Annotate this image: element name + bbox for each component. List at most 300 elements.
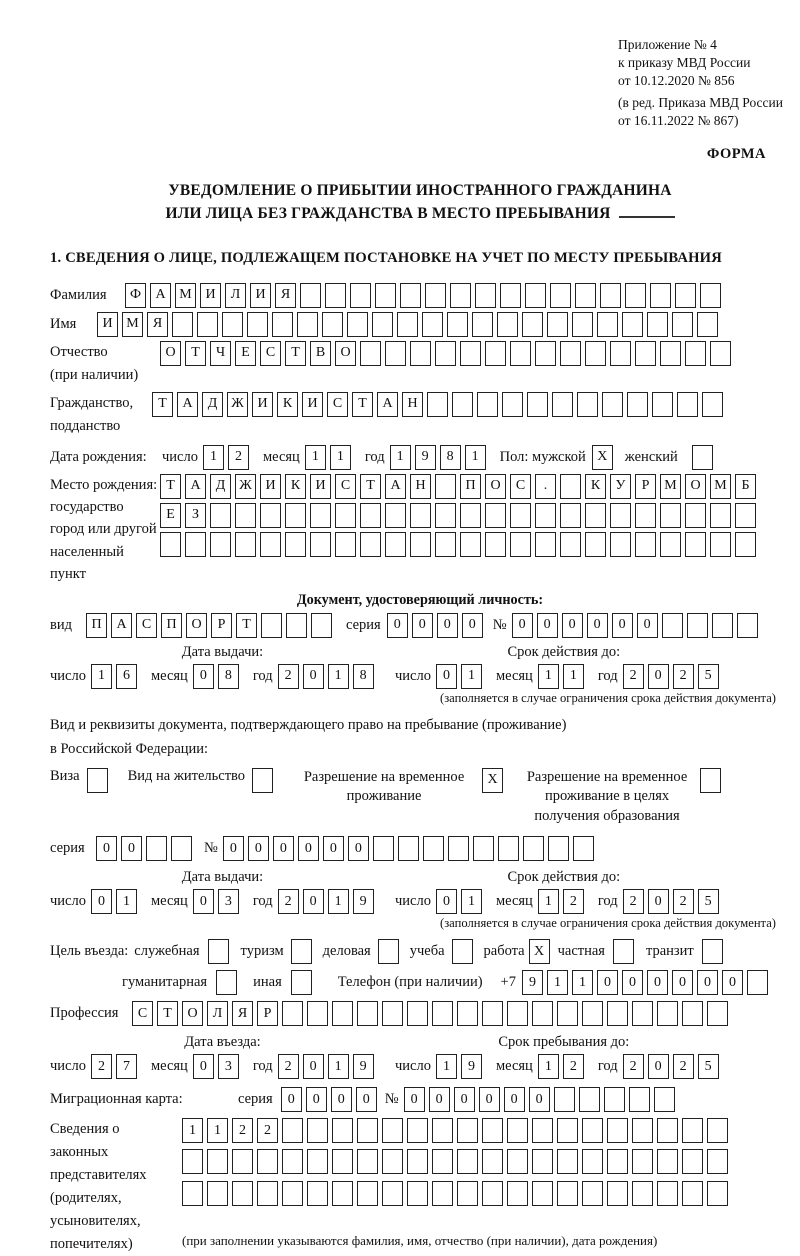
char-cell[interactable]: 2 [563, 889, 584, 914]
char-cell[interactable] [87, 768, 108, 793]
char-cell[interactable]: 0 [697, 970, 718, 995]
char-cell[interactable] [710, 503, 731, 528]
char-cell[interactable]: Е [160, 503, 181, 528]
char-cell[interactable]: 2 [91, 1054, 112, 1079]
char-cell[interactable] [710, 532, 731, 557]
char-cell[interactable]: 0 [323, 836, 344, 861]
char-cell[interactable] [498, 836, 519, 861]
char-cell[interactable] [477, 392, 498, 417]
char-cell[interactable]: 0 [193, 889, 214, 914]
char-cell[interactable] [657, 1118, 678, 1143]
char-cell[interactable] [610, 341, 631, 366]
char-cell[interactable]: И [252, 392, 273, 417]
char-cell[interactable] [692, 445, 713, 470]
char-cell[interactable] [335, 532, 356, 557]
char-cell[interactable]: 6 [116, 664, 137, 689]
char-cell[interactable] [575, 283, 596, 308]
char-cell[interactable]: 0 [587, 613, 608, 638]
char-cell[interactable] [613, 939, 634, 964]
char-cell[interactable] [657, 1149, 678, 1174]
char-cell[interactable]: А [377, 392, 398, 417]
char-cell[interactable] [423, 836, 444, 861]
char-cell[interactable]: 0 [622, 970, 643, 995]
char-cell[interactable] [550, 283, 571, 308]
char-cell[interactable] [172, 312, 193, 337]
char-cell[interactable]: 2 [278, 889, 299, 914]
char-cell[interactable] [210, 532, 231, 557]
char-cell[interactable]: . [535, 474, 556, 499]
char-cell[interactable]: Т [152, 392, 173, 417]
char-cell[interactable]: 0 [437, 613, 458, 638]
char-cell[interactable]: 1 [461, 664, 482, 689]
char-cell[interactable] [500, 283, 521, 308]
char-cell[interactable]: Т [160, 474, 181, 499]
char-cell[interactable] [208, 939, 229, 964]
char-cell[interactable] [182, 1181, 203, 1206]
char-cell[interactable]: 8 [353, 664, 374, 689]
char-cell[interactable]: 9 [522, 970, 543, 995]
char-cell[interactable] [332, 1118, 353, 1143]
char-cell[interactable] [532, 1001, 553, 1026]
char-cell[interactable] [261, 613, 282, 638]
char-cell[interactable] [322, 312, 343, 337]
char-cell[interactable] [597, 312, 618, 337]
char-cell[interactable] [282, 1149, 303, 1174]
char-cell[interactable] [682, 1001, 703, 1026]
char-cell[interactable] [685, 503, 706, 528]
char-cell[interactable]: И [260, 474, 281, 499]
char-cell[interactable] [607, 1001, 628, 1026]
char-cell[interactable] [307, 1118, 328, 1143]
char-cell[interactable] [460, 503, 481, 528]
char-cell[interactable] [272, 312, 293, 337]
char-cell[interactable] [560, 474, 581, 499]
char-cell[interactable]: Ч [210, 341, 231, 366]
char-cell[interactable] [232, 1149, 253, 1174]
char-cell[interactable]: X [592, 445, 613, 470]
char-cell[interactable] [607, 1149, 628, 1174]
char-cell[interactable] [707, 1118, 728, 1143]
char-cell[interactable]: 0 [348, 836, 369, 861]
char-cell[interactable] [685, 341, 706, 366]
char-cell[interactable]: 0 [298, 836, 319, 861]
char-cell[interactable] [282, 1181, 303, 1206]
char-cell[interactable] [385, 532, 406, 557]
char-cell[interactable]: К [585, 474, 606, 499]
char-cell[interactable] [532, 1118, 553, 1143]
char-cell[interactable]: А [177, 392, 198, 417]
char-cell[interactable] [448, 836, 469, 861]
char-cell[interactable] [697, 312, 718, 337]
char-cell[interactable] [527, 392, 548, 417]
char-cell[interactable]: 0 [412, 613, 433, 638]
char-cell[interactable] [407, 1118, 428, 1143]
char-cell[interactable]: 9 [353, 889, 374, 914]
char-cell[interactable]: Т [236, 613, 257, 638]
char-cell[interactable] [482, 1149, 503, 1174]
char-cell[interactable]: 2 [623, 1054, 644, 1079]
char-cell[interactable] [660, 503, 681, 528]
char-cell[interactable] [285, 503, 306, 528]
char-cell[interactable]: Ф [125, 283, 146, 308]
char-cell[interactable]: 0 [356, 1087, 377, 1112]
char-cell[interactable] [573, 836, 594, 861]
char-cell[interactable]: 0 [436, 664, 457, 689]
char-cell[interactable] [507, 1118, 528, 1143]
char-cell[interactable] [185, 532, 206, 557]
char-cell[interactable] [585, 503, 606, 528]
char-cell[interactable]: 0 [436, 889, 457, 914]
char-cell[interactable] [548, 836, 569, 861]
char-cell[interactable] [485, 532, 506, 557]
char-cell[interactable]: А [185, 474, 206, 499]
char-cell[interactable]: 0 [303, 889, 324, 914]
char-cell[interactable] [610, 503, 631, 528]
char-cell[interactable] [286, 613, 307, 638]
char-cell[interactable] [400, 283, 421, 308]
char-cell[interactable] [585, 341, 606, 366]
char-cell[interactable] [357, 1118, 378, 1143]
char-cell[interactable] [407, 1181, 428, 1206]
char-cell[interactable] [410, 503, 431, 528]
char-cell[interactable] [687, 613, 708, 638]
char-cell[interactable] [382, 1001, 403, 1026]
char-cell[interactable]: 3 [218, 889, 239, 914]
char-cell[interactable]: 2 [673, 1054, 694, 1079]
char-cell[interactable] [435, 532, 456, 557]
char-cell[interactable]: 0 [648, 889, 669, 914]
char-cell[interactable] [482, 1001, 503, 1026]
char-cell[interactable]: П [161, 613, 182, 638]
char-cell[interactable] [375, 283, 396, 308]
char-cell[interactable] [707, 1001, 728, 1026]
char-cell[interactable]: 0 [648, 664, 669, 689]
char-cell[interactable]: 0 [479, 1087, 500, 1112]
char-cell[interactable] [472, 312, 493, 337]
char-cell[interactable]: Е [235, 341, 256, 366]
char-cell[interactable]: 1 [328, 1054, 349, 1079]
char-cell[interactable]: Л [225, 283, 246, 308]
char-cell[interactable]: 0 [597, 970, 618, 995]
char-cell[interactable] [610, 532, 631, 557]
char-cell[interactable]: З [185, 503, 206, 528]
char-cell[interactable]: 5 [698, 889, 719, 914]
char-cell[interactable]: Д [202, 392, 223, 417]
char-cell[interactable] [554, 1087, 575, 1112]
char-cell[interactable] [378, 939, 399, 964]
char-cell[interactable] [291, 939, 312, 964]
char-cell[interactable]: 1 [538, 889, 559, 914]
char-cell[interactable] [285, 532, 306, 557]
char-cell[interactable] [660, 532, 681, 557]
char-cell[interactable] [707, 1181, 728, 1206]
char-cell[interactable] [682, 1149, 703, 1174]
char-cell[interactable] [737, 613, 758, 638]
char-cell[interactable] [422, 312, 443, 337]
char-cell[interactable]: 0 [404, 1087, 425, 1112]
char-cell[interactable] [252, 768, 273, 793]
char-cell[interactable] [460, 341, 481, 366]
char-cell[interactable]: 2 [278, 664, 299, 689]
char-cell[interactable] [257, 1149, 278, 1174]
char-cell[interactable]: И [97, 312, 118, 337]
char-cell[interactable] [332, 1149, 353, 1174]
char-cell[interactable] [652, 392, 673, 417]
char-cell[interactable] [525, 283, 546, 308]
char-cell[interactable] [473, 836, 494, 861]
char-cell[interactable] [385, 341, 406, 366]
char-cell[interactable] [682, 1118, 703, 1143]
char-cell[interactable]: Я [232, 1001, 253, 1026]
char-cell[interactable] [210, 503, 231, 528]
char-cell[interactable] [197, 312, 218, 337]
char-cell[interactable]: 0 [91, 889, 112, 914]
char-cell[interactable]: 1 [538, 664, 559, 689]
char-cell[interactable] [452, 939, 473, 964]
char-cell[interactable]: П [86, 613, 107, 638]
char-cell[interactable] [407, 1149, 428, 1174]
char-cell[interactable]: 0 [193, 1054, 214, 1079]
char-cell[interactable] [497, 312, 518, 337]
char-cell[interactable]: Т [360, 474, 381, 499]
char-cell[interactable] [710, 341, 731, 366]
char-cell[interactable] [602, 392, 623, 417]
char-cell[interactable] [557, 1149, 578, 1174]
char-cell[interactable] [360, 503, 381, 528]
char-cell[interactable] [385, 503, 406, 528]
char-cell[interactable] [307, 1149, 328, 1174]
char-cell[interactable] [232, 1181, 253, 1206]
char-cell[interactable] [247, 312, 268, 337]
char-cell[interactable] [485, 503, 506, 528]
char-cell[interactable] [532, 1181, 553, 1206]
char-cell[interactable] [582, 1118, 603, 1143]
char-cell[interactable]: 2 [673, 664, 694, 689]
char-cell[interactable] [557, 1001, 578, 1026]
char-cell[interactable] [432, 1118, 453, 1143]
char-cell[interactable] [502, 392, 523, 417]
char-cell[interactable] [577, 392, 598, 417]
char-cell[interactable] [482, 1181, 503, 1206]
char-cell[interactable]: 1 [182, 1118, 203, 1143]
char-cell[interactable] [457, 1149, 478, 1174]
char-cell[interactable] [632, 1118, 653, 1143]
char-cell[interactable]: 0 [648, 1054, 669, 1079]
char-cell[interactable]: Т [185, 341, 206, 366]
char-cell[interactable] [235, 532, 256, 557]
char-cell[interactable]: И [302, 392, 323, 417]
char-cell[interactable] [160, 532, 181, 557]
char-cell[interactable] [207, 1149, 228, 1174]
char-cell[interactable]: М [122, 312, 143, 337]
char-cell[interactable] [460, 532, 481, 557]
char-cell[interactable] [257, 1181, 278, 1206]
char-cell[interactable]: 7 [116, 1054, 137, 1079]
char-cell[interactable] [347, 312, 368, 337]
char-cell[interactable]: П [460, 474, 481, 499]
char-cell[interactable] [552, 392, 573, 417]
char-cell[interactable]: 0 [462, 613, 483, 638]
char-cell[interactable] [282, 1118, 303, 1143]
char-cell[interactable] [216, 970, 237, 995]
char-cell[interactable]: 0 [121, 836, 142, 861]
char-cell[interactable]: С [132, 1001, 153, 1026]
char-cell[interactable]: 0 [273, 836, 294, 861]
char-cell[interactable]: О [485, 474, 506, 499]
char-cell[interactable]: 1 [328, 889, 349, 914]
char-cell[interactable] [350, 283, 371, 308]
char-cell[interactable] [523, 836, 544, 861]
char-cell[interactable]: О [335, 341, 356, 366]
char-cell[interactable]: Б [735, 474, 756, 499]
char-cell[interactable]: 1 [436, 1054, 457, 1079]
char-cell[interactable]: Т [157, 1001, 178, 1026]
char-cell[interactable]: О [186, 613, 207, 638]
char-cell[interactable]: 2 [623, 889, 644, 914]
char-cell[interactable] [407, 1001, 428, 1026]
char-cell[interactable]: 0 [504, 1087, 525, 1112]
char-cell[interactable]: 1 [91, 664, 112, 689]
char-cell[interactable]: Ж [235, 474, 256, 499]
char-cell[interactable]: Н [402, 392, 423, 417]
char-cell[interactable] [357, 1181, 378, 1206]
char-cell[interactable] [647, 312, 668, 337]
char-cell[interactable]: 1 [328, 664, 349, 689]
char-cell[interactable] [382, 1118, 403, 1143]
char-cell[interactable]: Р [257, 1001, 278, 1026]
char-cell[interactable] [457, 1118, 478, 1143]
char-cell[interactable] [585, 532, 606, 557]
char-cell[interactable] [632, 1181, 653, 1206]
char-cell[interactable] [622, 312, 643, 337]
char-cell[interactable]: Ж [227, 392, 248, 417]
char-cell[interactable] [522, 312, 543, 337]
char-cell[interactable]: 8 [218, 664, 239, 689]
char-cell[interactable]: А [385, 474, 406, 499]
char-cell[interactable]: Т [352, 392, 373, 417]
char-cell[interactable]: К [285, 474, 306, 499]
char-cell[interactable] [235, 503, 256, 528]
char-cell[interactable] [510, 341, 531, 366]
char-cell[interactable] [685, 532, 706, 557]
char-cell[interactable] [572, 312, 593, 337]
char-cell[interactable] [332, 1001, 353, 1026]
char-cell[interactable]: 0 [529, 1087, 550, 1112]
char-cell[interactable] [635, 532, 656, 557]
char-cell[interactable] [607, 1118, 628, 1143]
char-cell[interactable]: Т [285, 341, 306, 366]
char-cell[interactable] [532, 1149, 553, 1174]
char-cell[interactable]: С [335, 474, 356, 499]
char-cell[interactable]: У [610, 474, 631, 499]
char-cell[interactable] [372, 312, 393, 337]
char-cell[interactable]: В [310, 341, 331, 366]
char-cell[interactable]: 0 [96, 836, 117, 861]
char-cell[interactable]: 0 [248, 836, 269, 861]
char-cell[interactable]: 2 [623, 664, 644, 689]
char-cell[interactable]: М [710, 474, 731, 499]
char-cell[interactable]: 1 [330, 445, 351, 470]
char-cell[interactable]: 0 [612, 613, 633, 638]
char-cell[interactable]: 1 [563, 664, 584, 689]
char-cell[interactable] [382, 1181, 403, 1206]
char-cell[interactable]: 0 [637, 613, 658, 638]
char-cell[interactable]: 0 [306, 1087, 327, 1112]
char-cell[interactable] [712, 613, 733, 638]
char-cell[interactable] [450, 283, 471, 308]
char-cell[interactable]: 0 [281, 1087, 302, 1112]
char-cell[interactable] [535, 341, 556, 366]
char-cell[interactable]: 1 [547, 970, 568, 995]
char-cell[interactable]: X [482, 768, 503, 793]
char-cell[interactable] [662, 613, 683, 638]
char-cell[interactable] [675, 283, 696, 308]
char-cell[interactable] [373, 836, 394, 861]
char-cell[interactable] [535, 532, 556, 557]
char-cell[interactable]: Р [211, 613, 232, 638]
char-cell[interactable] [547, 312, 568, 337]
char-cell[interactable]: С [327, 392, 348, 417]
char-cell[interactable] [307, 1001, 328, 1026]
char-cell[interactable] [447, 312, 468, 337]
char-cell[interactable] [182, 1149, 203, 1174]
char-cell[interactable] [635, 341, 656, 366]
char-cell[interactable] [654, 1087, 675, 1112]
char-cell[interactable]: 1 [116, 889, 137, 914]
char-cell[interactable]: К [277, 392, 298, 417]
char-cell[interactable] [507, 1149, 528, 1174]
char-cell[interactable]: 0 [454, 1087, 475, 1112]
char-cell[interactable] [604, 1087, 625, 1112]
char-cell[interactable]: С [260, 341, 281, 366]
char-cell[interactable] [260, 503, 281, 528]
char-cell[interactable] [735, 503, 756, 528]
char-cell[interactable] [207, 1181, 228, 1206]
char-cell[interactable]: 0 [562, 613, 583, 638]
char-cell[interactable] [360, 532, 381, 557]
char-cell[interactable] [171, 836, 192, 861]
char-cell[interactable] [510, 503, 531, 528]
char-cell[interactable]: 0 [647, 970, 668, 995]
char-cell[interactable] [582, 1181, 603, 1206]
char-cell[interactable] [707, 1149, 728, 1174]
char-cell[interactable] [557, 1181, 578, 1206]
char-cell[interactable]: 2 [673, 889, 694, 914]
char-cell[interactable] [627, 392, 648, 417]
char-cell[interactable]: И [310, 474, 331, 499]
char-cell[interactable] [702, 392, 723, 417]
char-cell[interactable] [300, 283, 321, 308]
char-cell[interactable] [146, 836, 167, 861]
char-cell[interactable] [310, 532, 331, 557]
char-cell[interactable] [260, 532, 281, 557]
char-cell[interactable] [435, 474, 456, 499]
char-cell[interactable]: 0 [387, 613, 408, 638]
char-cell[interactable]: 0 [193, 664, 214, 689]
char-cell[interactable]: 9 [415, 445, 436, 470]
char-cell[interactable]: С [510, 474, 531, 499]
char-cell[interactable]: 1 [305, 445, 326, 470]
char-cell[interactable] [332, 1181, 353, 1206]
char-cell[interactable]: И [200, 283, 221, 308]
char-cell[interactable] [432, 1001, 453, 1026]
char-cell[interactable]: А [150, 283, 171, 308]
char-cell[interactable] [485, 341, 506, 366]
char-cell[interactable] [435, 503, 456, 528]
char-cell[interactable]: 1 [390, 445, 411, 470]
char-cell[interactable] [632, 1149, 653, 1174]
char-cell[interactable]: А [111, 613, 132, 638]
